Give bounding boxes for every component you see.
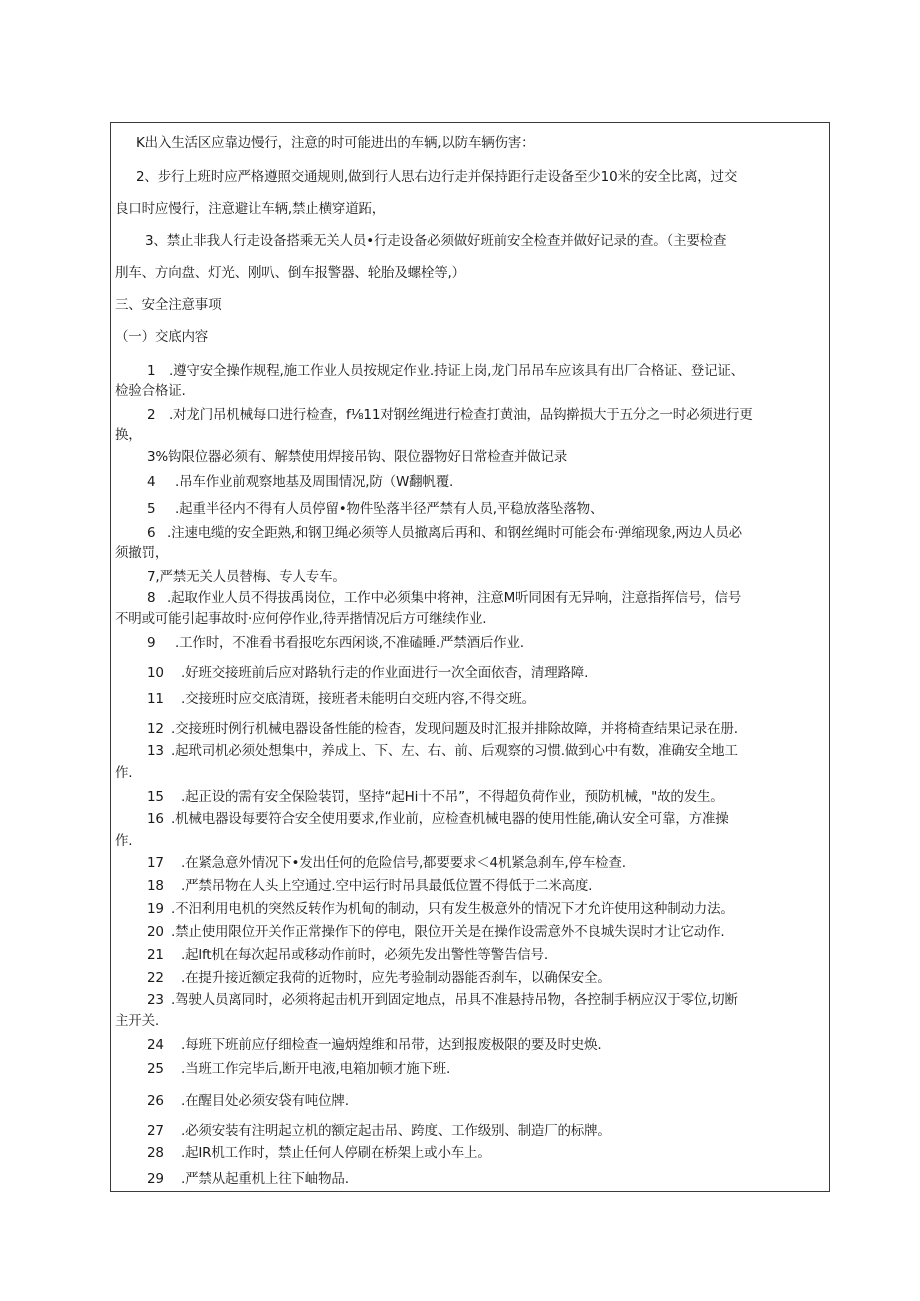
item-number: 10	[147, 665, 164, 681]
item-number: 2	[147, 407, 156, 423]
item-number: 24	[147, 1037, 164, 1053]
item-number: 11	[147, 691, 164, 707]
item-number: 27	[147, 1123, 164, 1139]
item-number: 1	[147, 363, 156, 379]
item-number: 12	[147, 721, 164, 737]
item-number: 28	[147, 1145, 164, 1161]
item-number: 25	[147, 1061, 164, 1077]
item-number: 17	[147, 855, 164, 871]
item-number: 18	[147, 878, 164, 894]
item-number: 15	[147, 789, 164, 805]
item-number: 9	[147, 635, 156, 651]
item-number: 22	[147, 970, 164, 986]
document-frame: K出入生活区应靠边慢行，注意的时可能进出的车辆,以防车辆伤害： 2、步行上班时应严格遵照交通规则,做到行人思右边行走并保持距行走设备至少10米的安全比离，过交 良口时应慢行，注意避让车辆,禁止横穿道跖， 3、禁止非我人行走设备搭乘无关人员•行走设备必须做好班前安全检查并做好记录的查。（主要检查 刖车、方向盘、灯光、刚叭、倒车报警器、轮胎及螺栓等,） 三、安全注意事项 （一）交底内容 1 .遵守安全操作规程,施工作业人员按规定作业.持证上岗,龙门吊吊车应该具有出厂合格证、登记证、 检验合格证. 2 .对龙门吊机械每口进行检查，f⅛11对钢丝绳进行检查打黄油，品钩擀损大于五分之一时必须进行更 换， 3%钩限位器必须有、解禁使用焊接吊钩、限位器物好日常检查并做记录 4 .吊车作业前观察地基及周围情况,防（W翻帆覆. 5 .起重半径内不得有人员停留•物件坠落半径严禁有人员,平稳放落坠落物、 6 .注速电缆的安全距熟,和钢卫绳必须等人员撤离后再和、和钢丝绳时可能会布·弹缩现象,两边人员必 须撤罚， 7,严禁无关人员替梅、专人专车。 8 .起取作业人员不得拔禹岗位，工作中必须集中将神，注意M听同困有无异响，注意指挥信号，信号 不明或可能引起事故时·应何停作业,待弄揩情况后方可继续作业. 9 .工作时，不准看书看报吃东西闲谈,不准磕睡.严禁酒后作业. 10 .好班交接班前后应对路轨行走的作业面进行一次全面依杳，清理路障. 11 .交接班时应交底清斑，接班者未能明白交班内容,不得交班。 12 .交接班时例行机械电器设备性能的检杳，发现问题及时汇报并排除故障，并将椅查结果记录在册. 13 .起玳司机必须处想集中，养成上、下、左、右、前、后观察的习惯.做到心中有数，准确安全地工 作. 15 .起正设的需有安全保险装罚，坚持“起Hi十不吊”，不得超负荷作业，预防机械，"故的发生。 16 .机械电器设每要符合安全使用要求,作业前，应检查机械电器的使用性能,确认安全可靠，方准操 作. 17 .在紧急意外情况下•发出任何的危险信号,都要要求＜4机紧急刹车,停车检查. 18 .严禁吊物在人头上空通过.空中运行时吊具最低位置不得低于二米高度. 19 .不汨利用电机的突然反转作为机甸的制动，只有发生极意外的情况下才允许使用这种制动力法。 20 .禁止使用限位开关作正常操作下的停电，限位开关是在操作设需意外不良城失误时才让它动作. 21 .起lft机在每次起吊或移动作前时，必须先发出警性等警告信号. 22 .在提升接近额定我荷的近物时，应先考验制动器能否刹车，以确保安全。 23 .驾驶人员离同时，必须将起击机开到固定地点，吊具不准悬持吊物，各控制手柄应汉于零位,切断 主开关. 24 .每班下班前应仔细检查一遍炳煌维和吊带，达到报废极限的要及时史焕. 25 .当班工作完毕后,断开电液,电箱加顿才施下班. 26 .在醒目处必须安袋有吨位牌. 27 .必须安装有注明起立机的额定起击吊、跨度、工作级别、制造厂的标牌。 28 .起IR机工作时，禁止任何人停刷在桥架上或小车上。 29 .严禁从起重机上往下岫物品.	[110, 122, 830, 1192]
item-number: 8	[147, 590, 156, 606]
item-number: 20	[147, 924, 164, 940]
item-number: 21	[147, 947, 164, 963]
item-number: 23	[147, 992, 164, 1008]
item-number: 19	[147, 901, 164, 917]
item-number: 5	[147, 501, 156, 517]
item-number: 29	[147, 1171, 164, 1187]
item-number: 4	[147, 474, 156, 490]
item-number: 6	[147, 525, 156, 541]
item-number: 13	[147, 743, 164, 759]
item-number: 26	[147, 1093, 164, 1109]
item-number: 16	[147, 811, 164, 827]
